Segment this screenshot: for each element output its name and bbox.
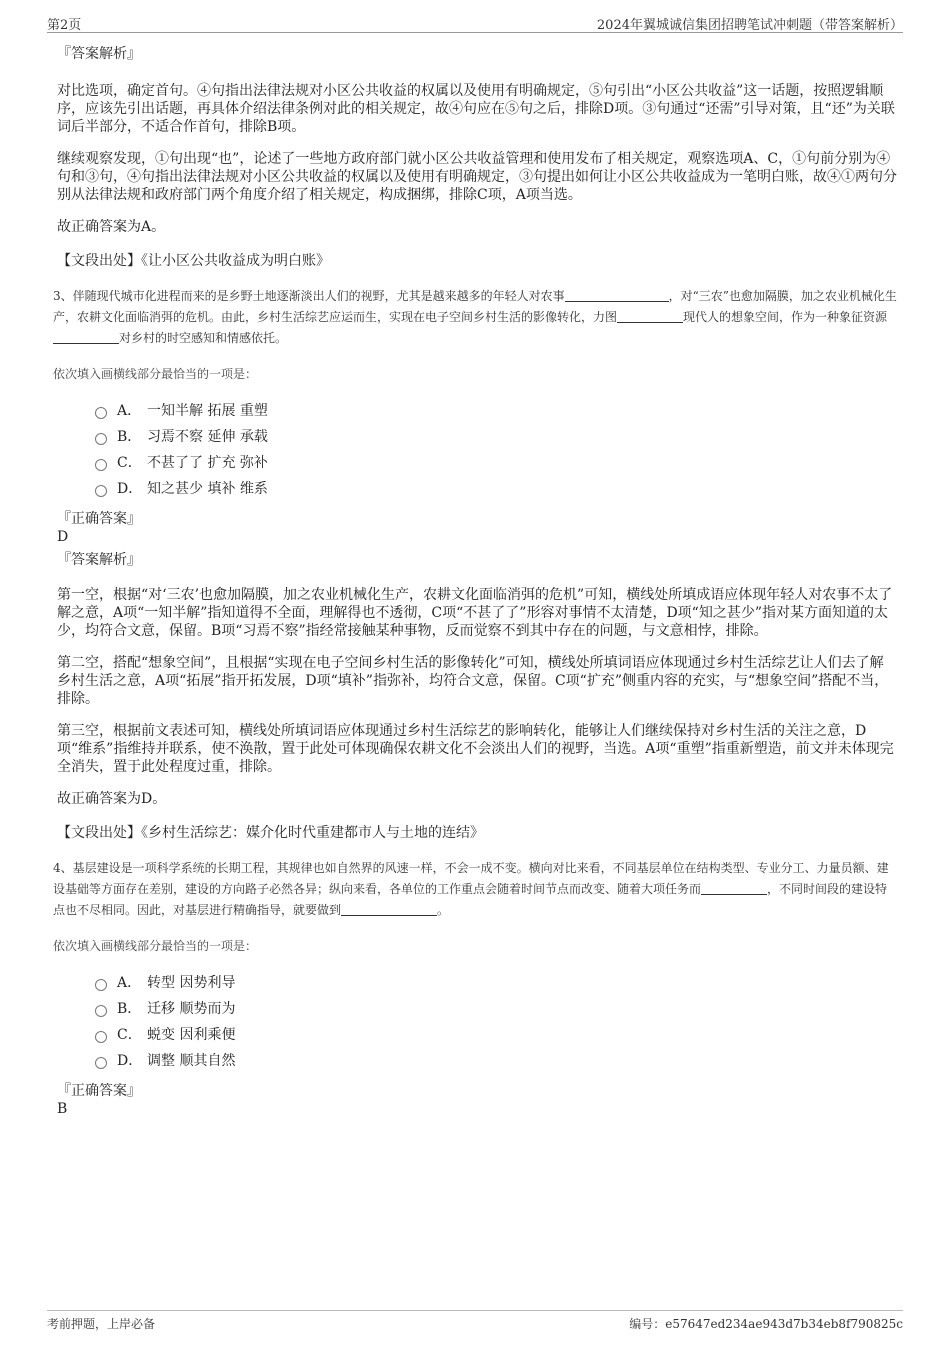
footer-slogan: 考前押题，上岸必备 xyxy=(47,1317,156,1331)
q4-prompt: 依次填入画横线部分最恰当的一项是： xyxy=(53,939,258,953)
q4-correct-label: 『正确答案』 xyxy=(57,1083,141,1099)
radio-icon[interactable] xyxy=(95,1031,107,1043)
q3-analysis-para-1: 第一空，根据“对‘三农’也愈加隔膜，加之农业机械化生产，农耕文化面临消弭的危机”可知，横线处所填成语应体现年轻人对农事不太了解之意，A项“一知半解”指知道得不全面，理解得也不透彻，C项“不甚了了”形容对事情不太清楚，D项“知之甚少”指对某方面知道的太少，均符合文意，保留。B项“习焉不察”指经常接触某种事物，反而觉察不到其中存在的问题，与文意相悖，排除。 xyxy=(57,587,893,639)
q4-option-b[interactable] xyxy=(95,996,897,1022)
radio-icon[interactable] xyxy=(95,979,107,991)
q4-blank-2 xyxy=(341,901,437,916)
q3-blank-3 xyxy=(53,329,119,344)
q3-blank-2 xyxy=(617,308,683,323)
q3-stem-part-2: ，对“三农”也愈加隔膜，加之农业机械化生产，农耕文化面临消弭的危机。由此，乡村生活综艺应运而生，实现在电子空间乡村生活的影像转化，力图 xyxy=(53,289,897,324)
q3-option-b[interactable] xyxy=(95,424,897,450)
page-footer xyxy=(47,1310,903,1331)
radio-icon[interactable] xyxy=(95,433,107,445)
q4-stem-part-3: 。 xyxy=(437,903,450,917)
option-text: 知之甚少 填补 维系 xyxy=(147,481,268,497)
document-id: 编号：e57647ed234ae943d7b34eb8f790825c xyxy=(629,1317,903,1331)
q3-prompt: 依次填入画横线部分最恰当的一项是： xyxy=(53,367,258,381)
q3-option-c[interactable] xyxy=(95,450,897,476)
page-number: 第2页 xyxy=(47,18,82,33)
q3-blank-1 xyxy=(565,287,669,302)
q4-stem-part-2: ，不同时间段的建设特点也不尽相同。因此，对基层进行精确指导，就要做到 xyxy=(53,882,888,917)
option-text: 迁移 顺势而为 xyxy=(147,1001,236,1017)
option-key: D． xyxy=(117,481,143,497)
q2-source: 【文段出处】《让小区公共收益成为明白账》 xyxy=(57,253,330,269)
q3-analysis-label: 『答案解析』 xyxy=(57,552,141,568)
option-key: C． xyxy=(117,455,142,471)
option-text: 不甚了了 扩充 弥补 xyxy=(147,455,268,471)
option-text: 转型 因势利导 xyxy=(147,975,236,991)
option-key: D． xyxy=(117,1053,143,1069)
q3-option-d[interactable] xyxy=(95,476,897,502)
q3-options xyxy=(95,398,897,502)
radio-icon[interactable] xyxy=(95,1005,107,1017)
document-title: 2024年翼城诚信集团招聘笔试冲刺题（带答案解析） xyxy=(596,18,903,33)
q3-option-a[interactable] xyxy=(95,398,897,424)
q3-analysis-para-3: 第三空，根据前文表述可知，横线处所填词语应体现通过乡村生活综艺的影响转化，能够让人们继续保持对乡村生活的关注之意，D项“维系”指维持并联系，使不涣散，置于此处可体现确保农耕文化不会淡出人们的视野，当选。A项“重塑”指重新塑造，前文并未体现完全消失，置于此处程度过重，排除。 xyxy=(57,723,894,775)
q4-option-d[interactable] xyxy=(95,1048,897,1074)
option-key: B． xyxy=(117,1001,142,1017)
q2-analysis-label: 『答案解析』 xyxy=(57,46,141,62)
q4-stem xyxy=(53,858,897,921)
option-key: A． xyxy=(117,403,142,419)
radio-icon[interactable] xyxy=(95,459,107,471)
q2-analysis-para-1: 对比选项，确定首句。④句指出法律法规对小区公共收益的权属以及使用有明确规定，⑤句引出“小区公共收益”这一话题，按照逻辑顺序，应该先引出话题，再具体介绍法律条例对此的相关规定，故④句应在⑤句之后，排除D项。③句通过“还需”引导对策，且“还”为关联词后半部分，不适合作首句，排除B项。 xyxy=(57,83,895,135)
radio-icon[interactable] xyxy=(95,485,107,497)
q3-correct-label: 『正确答案』 xyxy=(57,511,141,527)
page-header xyxy=(47,12,903,33)
q4-blank-1 xyxy=(701,880,767,895)
q2-answer-statement: 故正确答案为A。 xyxy=(57,219,166,235)
q3-source: 【文段出处】《乡村生活综艺：媒介化时代重建都市人与土地的连结》 xyxy=(57,825,484,841)
q3-answer-statement: 故正确答案为D。 xyxy=(57,791,167,807)
q4-option-a[interactable] xyxy=(95,970,897,996)
q3-stem-part-4: 对乡村的时空感知和情感依托。 xyxy=(119,331,288,345)
q4-correct-answer: B xyxy=(57,1101,68,1117)
option-text: 蜕变 因利乘便 xyxy=(147,1027,236,1043)
q4-stem-part-1: 4、基层建设是一项科学系统的长期工程，其规律也如自然界的风速一样，不会一成不变。横向对比来看，不同基层单位在结构类型、专业分工、力量员额、建设基础等方面存在差别，建设的方向路子必然各异；纵向来看，各单位的工作重点会随着时间节点而改变、随着大项任务而 xyxy=(53,861,889,896)
q2-analysis-para-2: 继续观察发现，①句出现“也”，论述了一些地方政府部门就小区公共收益管理和使用发布了相关规定，观察选项A、C，①句前分别为④句和③句，④句指出法律法规对小区公共收益的权属以及使用有明确规定，③句提出如何让小区公共收益成为一笔明白账，故④①两句分别从法律法规和政府部门两个角度介绍了相关规定，构成捆绑，排除C项，A项当选。 xyxy=(57,151,897,203)
option-key: C． xyxy=(117,1027,142,1043)
q3-correct-answer: D xyxy=(57,529,69,545)
radio-icon[interactable] xyxy=(95,407,107,419)
option-text: 习焉不察 延伸 承载 xyxy=(147,429,268,445)
option-key: A． xyxy=(117,975,142,991)
q4-options xyxy=(95,970,897,1074)
q3-stem-part-1: 3、伴随现代城市化进程而来的是乡野土地逐渐淡出人们的视野，尤其是越来越多的年轻人对农事 xyxy=(53,289,565,303)
option-text: 调整 顺其自然 xyxy=(147,1053,236,1069)
option-text: 一知半解 拓展 重塑 xyxy=(147,403,268,419)
option-key: B． xyxy=(117,429,142,445)
q4-option-c[interactable] xyxy=(95,1022,897,1048)
q3-analysis-para-2: 第二空，搭配“想象空间”，且根据“实现在电子空间乡村生活的影像转化”可知，横线处所填词语应体现通过乡村生活综艺让人们去了解乡村生活之意，A项“拓展”指开拓发展，D项“填补”指弥补，均符合文意，保留。C项“扩充”侧重内容的充实，与“想象空间”搭配不当，排除。 xyxy=(57,655,889,707)
page-content xyxy=(53,44,897,1118)
q3-stem-part-3: 现代人的想象空间，作为一种象征资源 xyxy=(683,310,888,324)
q3-stem xyxy=(53,286,897,349)
radio-icon[interactable] xyxy=(95,1057,107,1069)
